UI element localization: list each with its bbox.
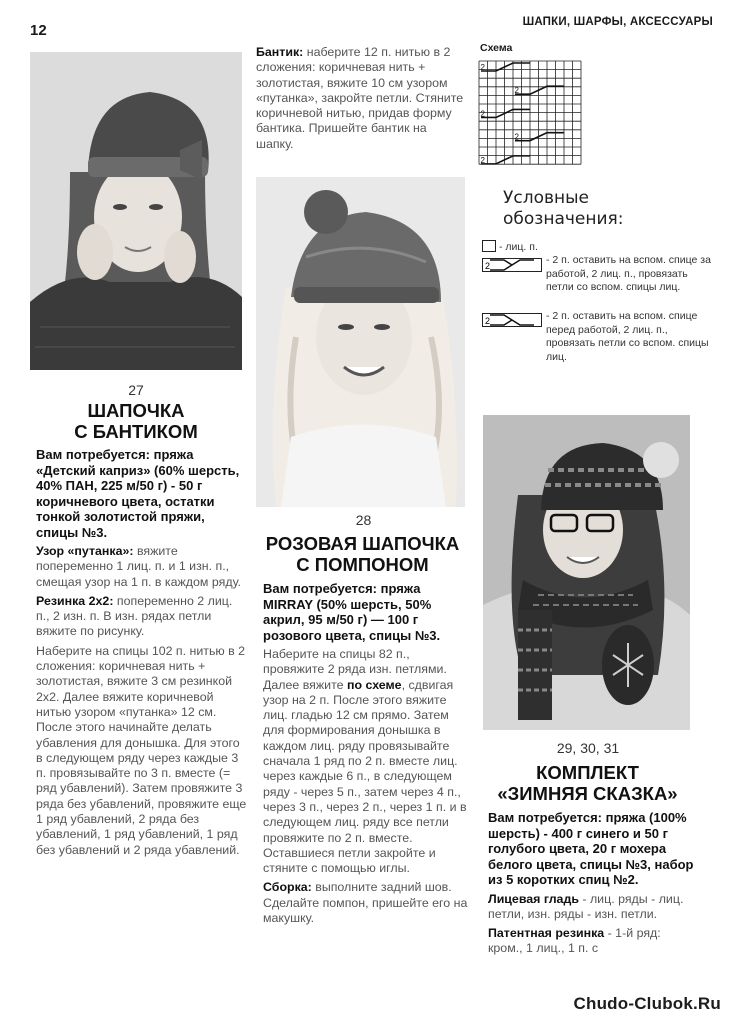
item-27-bow-label: Бантик: [256,45,304,59]
legend-item-knit [482,240,714,255]
item-27-title [30,400,242,442]
chart-cell-label: 2 [480,109,485,119]
item-27-rib [36,594,248,640]
item-27-title-line-1: ШАПОЧКА [87,400,185,421]
section-header: ШАПКИ, ШАРФЫ, АКСЕССУАРЫ [522,16,713,28]
item-27-number: 27 [128,382,144,398]
item-28-assembly-text: выполните задний шов. Сделайте помпон, пришейте его на макушку. [263,880,468,926]
chart-cell-label: 2 [480,155,485,165]
cable-front-icon [482,313,542,327]
photo-winter-set [483,415,690,730]
item-27-materials: Вам потребуется: пряжа «Детский каприз» (60% шерсть, 40% ПАН, 225 м/50 г) - 50 г коричневого цвета, остатки тонкой золотистой пряжи, спицы №3. [36,447,240,540]
item-27-pattern-text: вяжите попеременно 1 лиц. п. и 1 изн. п., смещая узор на 1 п. в каждом ряду. [36,544,241,589]
photo-pink-pompom-hat [256,177,465,507]
legend-cable-front-text: - 2 п. оставить на вспом. спице перед работой, 2 лиц. п., провязать петли со вспом. спицы лиц. [546,310,709,363]
legend-title-line-2: обозначения: [503,209,624,229]
chart-cell-label: 2 [480,63,485,72]
page-number: 12 [30,22,47,39]
item-29-stockinette-label: Лицевая гладь [488,891,579,906]
item-27-instructions: Наберите на спицы 102 п. нитью в 2 сложения: коричневая нить + золотистая, вяжите 3 см резинкой 2х2. Далее вяжите коричневой нитью узором «путанка» 12 см. После этого начинайте делать убавления для донышка. Для этого в следующем ряду через каждые 3 п. провязывайте по 3 п. вместе (= ряд убавлений). Затем провяжите 3 ряда без убавлений, провяжите еще 1 ряд убавлений, 2 ряда без убавлений, 1 ряд убавлений, 1 ряд без убавлений и 2 ряда убавлений. [36,643,247,857]
item-27-bow-text: наберите 12 п. нитью в 2 сложения: коричневая нить + золотистая, вяжите 10 см узором «путанка», закройте петли. Стяните коричневой нитью, придав форму бантика. Пришейте бантик на шапку. [256,45,464,151]
cable-back-icon-label: 2 [485,261,491,271]
item-28-instructions-a: Наберите на спицы 82 п., провяжите 2 ряда изн. петлями. Далее вяжите [263,647,447,692]
item-29-materials: Вам потребуется: пряжа (100% шерсть) - 400 г синего и 50 г голубого цвета, 20 г мохера белого цвета, спицы №3, набор из 5 коротких спиц №2. [488,810,694,887]
chart-cable-cross [515,86,564,94]
item-28-schema-ref: по схеме [346,677,402,692]
item-27-title-line-2: С БАНТИКОМ [74,421,198,442]
item-29-number: 29, 30, 31 [556,740,620,756]
photo-hat-with-bow [30,52,242,370]
knitting-chart [478,60,582,170]
photo-hat-with-bow-image [30,52,242,370]
item-28-assembly-label: Сборка: [263,880,312,895]
legend-item-cable-back [546,254,716,295]
legend-title [503,188,623,230]
item-28-title-line-2: С ПОМПОНОМ [296,554,429,575]
item-28-title [250,533,475,575]
knit-stitch-icon [482,240,496,252]
photo-winter-set-image [483,415,690,730]
item-28-instructions [263,647,473,876]
item-29-patent-text: - 1-й ряд: кром., 1 лиц., 1 п. с [488,926,661,956]
item-27-pattern [36,544,248,590]
chart-cable-cross [481,109,530,117]
item-27-pattern-label: Узор «путанка»: [36,544,134,558]
item-27-rib-label: Резинка 2х2: [36,593,114,608]
cable-front-icon-label: 2 [485,316,491,326]
item-28-assembly [263,880,473,926]
item-27-text [36,447,248,862]
chart-cable-cross [515,133,564,141]
item-29-title [475,762,700,804]
photo-pink-pompom-hat-image [256,177,465,507]
chart-grid [479,61,581,164]
item-28-instructions-b: , сдвигая узор на 2 п. После этого вяжите лиц. гладью 12 см прямо. Затем для формирования донышка в каждом лиц. ряду провязывайте сначала 1 ряд по 2 п. вместе лиц. через каждые 6 п., в следующем ряду - через 5 п., затем через 4 п., через 3 п., через 2 п., через 1 п. и в следующем лиц. ряду все петли провяжите по 2 п. вместе. Оставшиеся петли закройте и стяните с помощью иглы. [263,677,467,876]
item-29-patent [488,926,696,957]
legend-cable-back-text: - 2 п. оставить на вспом. спице за работой, 2 лиц. п., провязать петли со вспом. спицы лиц. [546,254,711,294]
chart-cell-label: 2 [514,86,519,96]
chart-cable-cross [481,156,530,164]
legend-item-cable-front [546,310,716,364]
legend-title-line-1: Условные [503,188,589,208]
item-29-stockinette-text: - лиц. ряды - лиц. петли, изн. ряды - изн. петли. [488,891,684,921]
item-29-title-line-1: КОМПЛЕКТ [536,762,639,783]
chart-cell-label: 2 [514,132,519,142]
site-watermark: Chudo-Clubok.Ru [573,994,721,1013]
item-28-materials: Вам потребуется: пряжа MIRRAY (50% шерсть, 50% акрил, 95 м/50 г) — 100 г розового цвета, спицы №3. [263,581,441,643]
item-27-bow [256,45,466,156]
legend-knit-text: - лиц. п. [499,241,538,253]
item-29-title-line-2: «ЗИМНЯЯ СКАЗКА» [497,783,678,804]
item-28-number: 28 [355,512,372,528]
schema-title: Схема [480,42,513,54]
item-29-text [488,810,696,961]
cable-back-icon [482,258,542,272]
item-28-title-line-1: РОЗОВАЯ ШАПОЧКА [265,533,460,554]
item-28-text [263,581,473,930]
item-27-rib-text: попеременно 2 лиц. п., 2 изн. п. В изн. рядах петли вяжите по рисунку. [36,593,233,639]
item-29-patent-label: Патентная резинка [488,926,605,941]
item-29-stockinette [488,892,696,923]
